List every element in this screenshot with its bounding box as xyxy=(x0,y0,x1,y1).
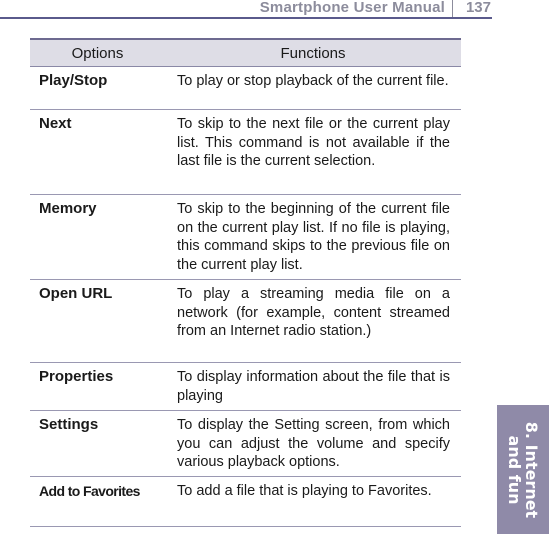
manual-title: Smartphone User Manual xyxy=(259,0,445,16)
option-name: Add to Favorites xyxy=(39,483,140,499)
table-row xyxy=(30,280,461,363)
table-row xyxy=(30,363,461,411)
option-description: To skip to the next file or the current play list. This command is not available if the last file is the current selection. xyxy=(177,116,450,170)
column-header-options: Options xyxy=(71,45,124,62)
option-description: To add a file that is playing to Favorites. xyxy=(177,483,432,499)
table-header xyxy=(30,38,461,67)
table-row xyxy=(30,110,461,195)
option-description: To skip to the beginning of the current file on the current play list. If no file is playing, this command skips to the previous file on the current play list. xyxy=(177,201,450,274)
option-name: Play/Stop xyxy=(39,72,108,89)
chapter-tab-line-1: 8. Internet xyxy=(522,421,541,518)
table-row xyxy=(30,67,461,110)
table-row xyxy=(30,477,461,527)
chapter-tab-line-2: and fun xyxy=(505,435,524,504)
table-row xyxy=(30,411,461,477)
option-name: Properties xyxy=(39,368,114,385)
option-description: To display the Setting screen, from which you can adjust the volume and specify various playback options. xyxy=(177,417,450,471)
option-name: Memory xyxy=(39,200,97,217)
option-description: To display information about the file that is playing xyxy=(177,369,450,404)
page-header xyxy=(0,0,549,22)
chapter-tab xyxy=(497,405,549,534)
chapter-tab-label xyxy=(506,421,540,517)
header-rule xyxy=(0,17,492,19)
option-name: Open URL xyxy=(39,285,113,302)
option-name: Next xyxy=(39,115,72,132)
header-divider xyxy=(452,0,453,17)
options-table xyxy=(30,38,461,527)
option-description: To play or stop playback of the current file. xyxy=(177,73,449,89)
page-number: 137 xyxy=(465,0,491,16)
option-name: Settings xyxy=(39,416,99,433)
option-description: To play a streaming media file on a network (for example, content streamed from an Internet radio station.) xyxy=(177,286,450,340)
table-row xyxy=(30,195,461,280)
column-header-functions: Functions xyxy=(280,45,346,62)
